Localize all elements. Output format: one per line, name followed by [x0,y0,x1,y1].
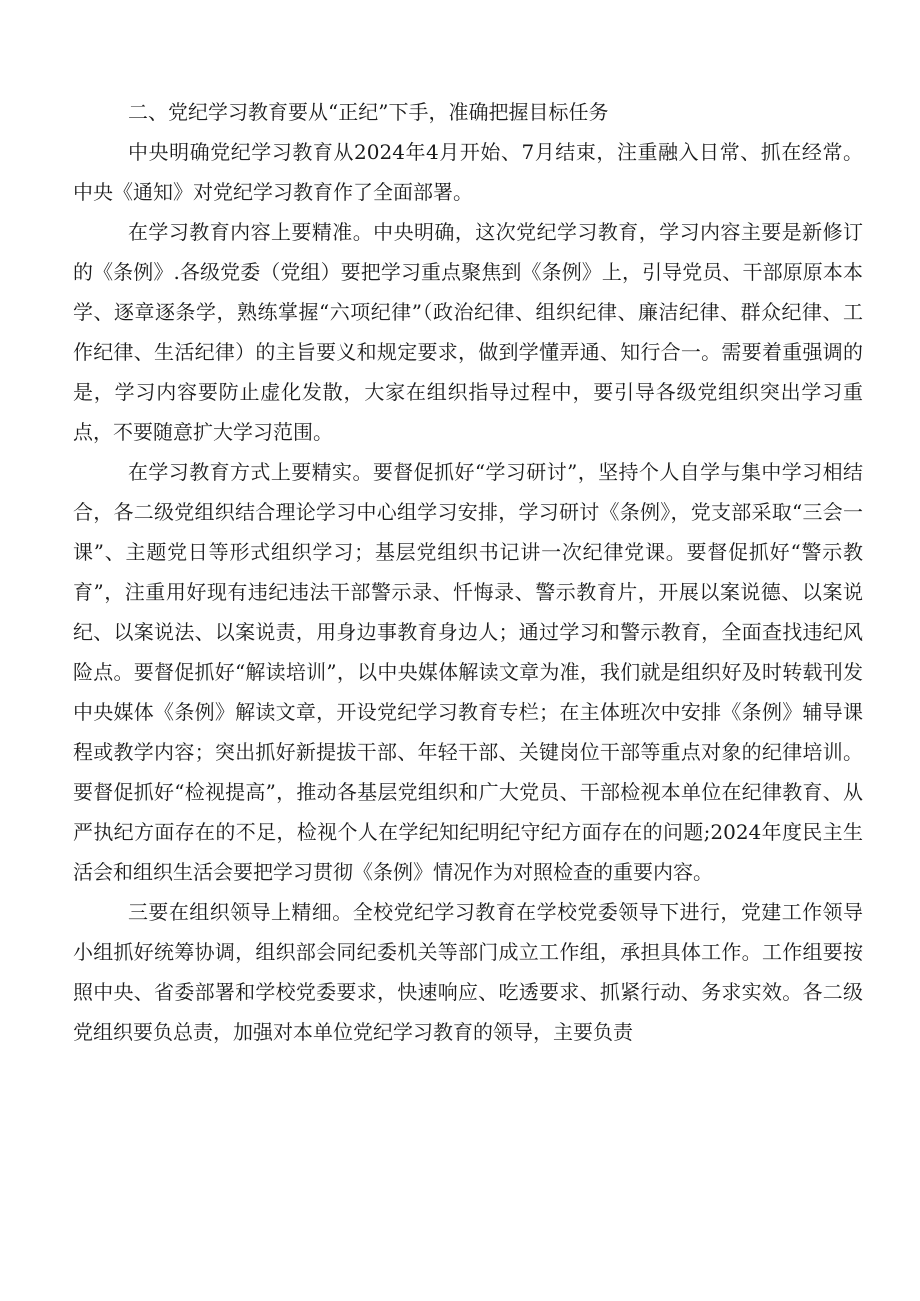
paragraph-method-practicality: 在学习教育方式上要精实。要督促抓好“学习研讨”，坚持个人自学与集中学习相结合，各二级党组织结合理论学习中心组学习安排，学习研讨《条例》，党支部采取“三会一课”、主题党日等形式组织学习；基层党组织书记讲一次纪律党课。要督促抓好“警示教育”，注重用好现有违纪违法干部警示录、忏悔录、警示教育片，开展以案说德、以案说纪、以案说法、以案说责，用身边事教育身边人；通过学习和警示教育，全面查找违纪风险点。要督促抓好“解读培训”，以中央媒体解读文章为准，我们就是组织好及时转载刊发中央媒体《条例》解读文章，开设党纪学习教育专栏；在主体班次中安排《条例》辅导课程或教学内容；突出抓好新提拔干部、年轻干部、关键岗位干部等重点对象的纪律培训。要督促抓好“检视提高”，推动各基层党组织和广大党员、干部检视本单位在纪律教育、从严执纪方面存在的不足，检视个人在学纪知纪明纪守纪方面存在的问题;2024年度民主生活会和组织生活会要把学习贯彻《条例》情况作为对照检查的重要内容。 [73,460,863,884]
section-heading: 二、党纪学习教育要从“正纪”下手，准确把握目标任务 [128,100,609,124]
document-body [73,92,863,1052]
paragraph-organization-leadership: 三要在组织领导上精细。全校党纪学习教育在学校党委领导下进行，党建工作领导小组抓好统筹协调，组织部会同纪委机关等部门成立工作组，承担具体工作。工作组要按照中央、省委部署和学校党委要求，快速响应、吃透要求、抓紧行动、务求实效。各二级党组织要负总责，加强对本单位党纪学习教育的领导，主要负责 [73,900,863,1044]
paragraph-content-precision: 在学习教育内容上要精准。中央明确，这次党纪学习教育，学习内容主要是新修订的《条例》.各级党委（党组）要把学习重点聚焦到《条例》上，引导党员、干部原原本本学、逐章逐条学，熟练掌握“六项纪律”（政治纪律、组织纪律、廉洁纪律、群众纪律、工作纪律、生活纪律）的主旨要义和规定要求，做到学懂弄通、知行合一。需要着重强调的是，学习内容要防止虚化发散，大家在组织指导过程中，要引导各级党组织突出学习重点，不要随意扩大学习范围。 [73,220,863,444]
paragraph-schedule: 中央明确党纪学习教育从2024年4月开始、7月结束，注重融入日常、抓在经常。中央《通知》对党纪学习教育作了全面部署。 [73,140,863,204]
